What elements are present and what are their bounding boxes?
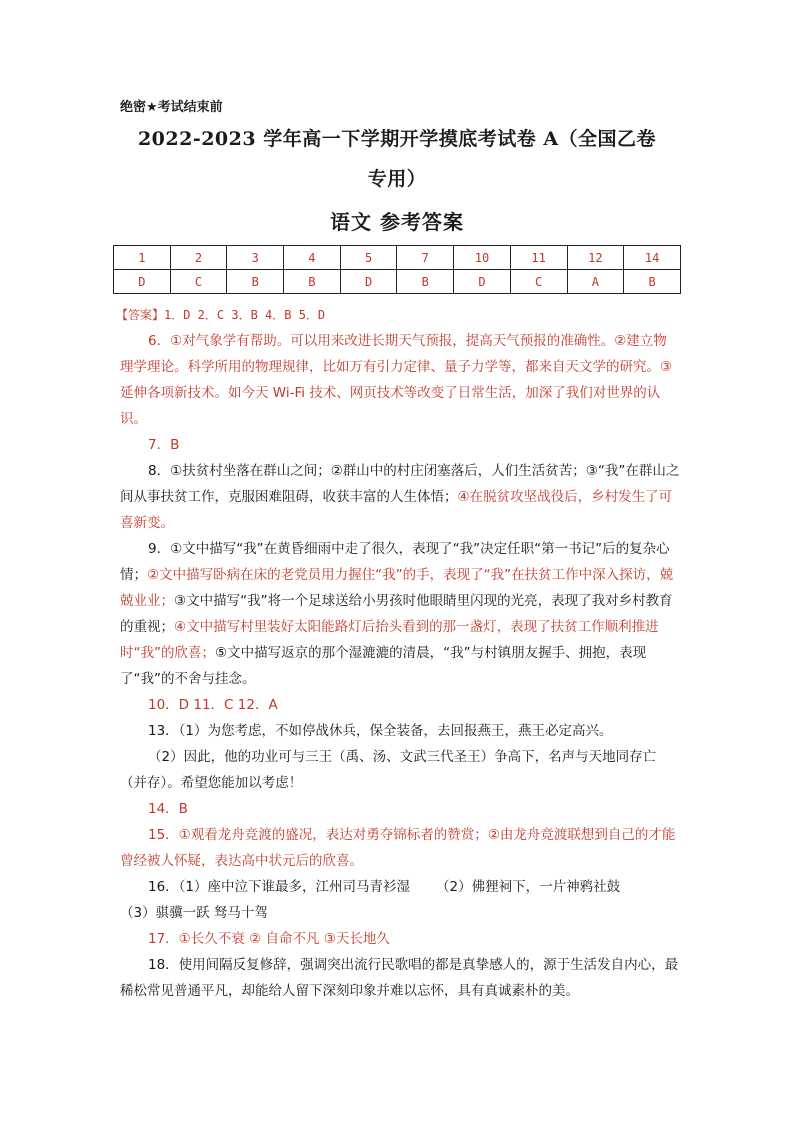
table-cell: 10 (454, 246, 511, 270)
answer-q16-line2: （3）骐骥一跃 驽马十驾 (120, 905, 268, 921)
answer-q16-line1: 16．（1）座中泣下谁最多，江州司马青衫湿 （2）佛狸祠下，一片神鸦社鼓 (148, 879, 621, 895)
page-subtitle: 语文 参考答案 (330, 210, 464, 234)
answer-body (116, 302, 680, 1004)
answer-q18: 18．使用间隔反复修辞，强调突出流行民歌唱的都是真挚感人的，源于生活发自内心，最稀松常见普通平凡，却能给人留下深刻印象并难以忘怀，具有真诚素朴的美。 (120, 957, 679, 999)
table-cell: B (624, 270, 681, 294)
table-cell: A (567, 270, 624, 294)
table-cell: 3 (227, 246, 284, 270)
answer-q14: 14．B (148, 801, 188, 817)
answer-q7: 7．B (148, 437, 180, 453)
table-row-numbers (114, 246, 681, 270)
table-cell: B (397, 270, 454, 294)
table-cell: B (227, 270, 284, 294)
table-cell: D (340, 270, 397, 294)
answer-q15: 15．①观看龙舟竞渡的盛况，表达对勇夺锦标者的赞赏；②由龙舟竞渡联想到自己的才能曾经被人怀疑，表达高中状元后的欣喜。 (120, 827, 676, 869)
answer-q8: 8．①扶贫村坐落在群山之间；②群山中的村庄闭塞落后，人们生活贫苦；③“我”在群山之间从事扶贫工作，克服困难阻碍，收获丰富的人生体悟；④在脱贫攻坚战役后，乡村发生了可喜新变。 (120, 463, 680, 531)
table-cell: C (170, 270, 227, 294)
answer-q17: 17．①长久不衰 ② 自命不凡 ③天长地久 (148, 931, 390, 947)
table-cell: C (510, 270, 567, 294)
exam-title-line2: 专用） (367, 168, 427, 190)
answer-table (113, 245, 681, 294)
table-cell: D (114, 270, 171, 294)
answer-q13-1: 13．（1）为您考虑，不如停战休兵，保全装备，去回报燕王，燕王必定高兴。 (148, 723, 613, 739)
answer-q6: 6．①对气象学有帮助。可以用来改进长期天气预报，提高天气预报的准确性。②建立物理学理论。科学所用的物理规律，比如万有引力定律、量子力学等，都来自天文学的研究。③延伸各项新技术。如今天 Wi-Fi 技术、网页技术等改变了日常生活，加深了我们对世界的认识。 (120, 333, 673, 427)
table-row-answers (114, 270, 681, 294)
table-cell: 5 (340, 246, 397, 270)
table-cell: 11 (510, 246, 567, 270)
answer-q9: 9．①文中描写“我”在黄昏细雨中走了很久，表现了“我”决定任职“第一书记”后的复杂心情；②文中描写卧病在床的老党员用力握住“我”的手，表现了“我”在扶贫工作中深入探访，兢兢业业；③文中描写“我”将一个足球送给小男孩时他眼睛里闪现的光亮，表现了我对乡村教育的重视；④文中描写村里装好太阳能路灯后抬头看到的那一盏灯，表现了扶贫工作顺利推进时“我”的欣喜；⑤文中描写返京的那个湿漉漉的清晨，“我”与村镇朋友握手、拥抱，表现了“我”的不舍与挂念。 (120, 541, 674, 687)
answer-q13-2: （2）因此，他的功业可与三王（禹、汤、文武三代圣王）争高下，名声与天地同存亡（并存）。希望您能加以考虑！ (120, 749, 657, 791)
confidential-label: 绝密★考试结束前 (120, 100, 223, 115)
table-cell: 4 (284, 246, 341, 270)
answer-line-1-5: 【答案】1．D 2．C 3．B 4．B 5．D (116, 308, 326, 322)
answer-q10-12: 10．D 11．C 12．A (148, 697, 278, 713)
table-cell: 2 (170, 246, 227, 270)
table-cell: B (284, 270, 341, 294)
exam-title-line1: 2022-2023 学年高一下学期开学摸底考试卷 A（全国乙卷 (137, 128, 657, 150)
table-cell: 14 (624, 246, 681, 270)
table-cell: 12 (567, 246, 624, 270)
table-cell: 1 (114, 246, 171, 270)
table-cell: D (454, 270, 511, 294)
table-cell: 7 (397, 246, 454, 270)
